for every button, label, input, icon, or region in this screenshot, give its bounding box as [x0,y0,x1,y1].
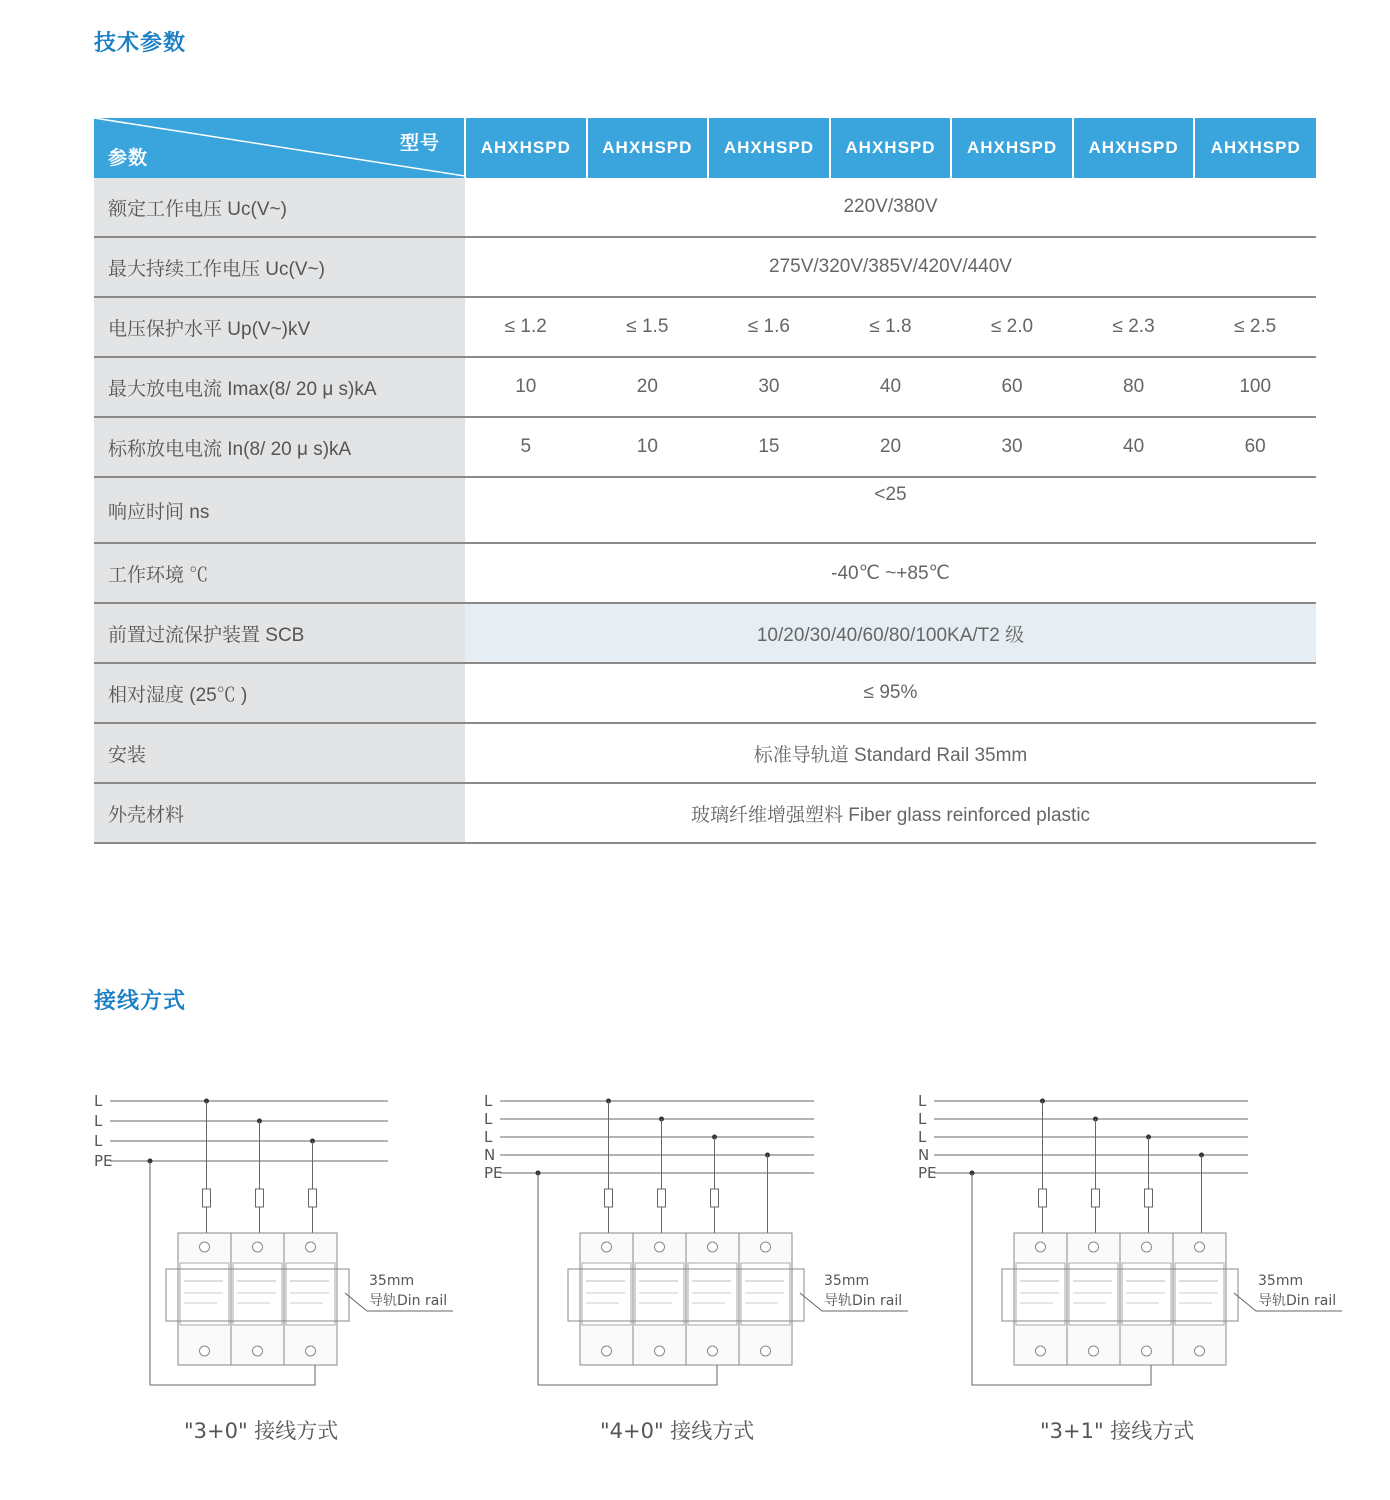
terminal-screw [1089,1242,1099,1252]
line-label: L [94,1112,103,1130]
table-row [94,178,1316,237]
row-value: ≤ 1.6 [708,297,830,357]
line-label: PE [918,1164,937,1182]
model-header: AHXHSPD [708,118,830,178]
row-value: ≤ 1.2 [465,297,587,357]
terminal-screw [306,1346,316,1356]
spec-table [94,118,1316,844]
model-header: AHXHSPD [465,118,587,178]
row-value: <25 [465,477,1316,543]
table-row [94,357,1316,417]
terminal-screw [1195,1346,1205,1356]
row-value: ≤ 1.5 [587,297,709,357]
terminal-screw [708,1346,718,1356]
line-label: L [918,1128,927,1146]
table-row [94,477,1316,543]
line-label: L [918,1092,927,1110]
line-label: L [484,1128,493,1146]
terminal-screw [253,1242,263,1252]
fuse [1145,1189,1153,1207]
row-label: 最大持续工作电压 Uc(V~) [94,237,465,297]
module-label-plate [233,1263,282,1325]
line-label: L [94,1092,103,1110]
fuse [711,1189,719,1207]
table-corner-cell [94,118,465,178]
module-label-plate [286,1263,335,1325]
row-label: 标称放电电流 In(8/ 20 μ s)kA [94,417,465,477]
row-label: 安装 [94,723,465,783]
wiring-diagram-3-0 [88,1085,458,1395]
table-row [94,297,1316,357]
fuse [658,1189,666,1207]
terminal-screw [306,1242,316,1252]
terminal-screw [655,1242,665,1252]
model-header: AHXHSPD [587,118,709,178]
wiring-diagram-4-0 [478,1085,918,1395]
module-label-plate [582,1263,631,1325]
row-label: 响应时间 ns [94,477,465,543]
terminal-screw [761,1346,771,1356]
row-value: 10 [587,417,709,477]
row-value: 20 [830,417,952,477]
fuse [605,1189,613,1207]
row-value: ≤ 95% [465,663,1316,723]
row-value: 玻璃纤维增强塑料 Fiber glass reinforced plastic [465,783,1316,843]
row-label: 工作环境 ℃ [94,543,465,603]
terminal-screw [253,1346,263,1356]
module-label-plate [635,1263,684,1325]
line-label: L [918,1110,927,1128]
rail-size-label: 35mm [1258,1273,1304,1289]
row-value: 40 [830,357,952,417]
row-value: 20 [587,357,709,417]
model-header: AHXHSPD [1194,118,1316,178]
row-label: 最大放电电流 Imax(8/ 20 μ s)kA [94,357,465,417]
line-label: N [484,1146,496,1164]
terminal-screw [761,1242,771,1252]
line-label: PE [94,1152,113,1170]
fuse [1092,1189,1100,1207]
fuse [256,1189,264,1207]
module-label-plate [1122,1263,1171,1325]
terminal-screw [708,1242,718,1252]
terminal-screw [602,1346,612,1356]
module-label-plate [1016,1263,1065,1325]
terminal-screw [1142,1242,1152,1252]
table-row [94,237,1316,297]
terminal-screw [200,1242,210,1252]
terminal-screw [200,1346,210,1356]
terminal-screw [1036,1242,1046,1252]
line-label: L [484,1110,493,1128]
fuse [1039,1189,1047,1207]
terminal-screw [1036,1346,1046,1356]
terminal-screw [602,1242,612,1252]
terminal-screw [655,1346,665,1356]
row-value: ≤ 1.8 [830,297,952,357]
model-header: AHXHSPD [1073,118,1195,178]
wiring-diagram-3-1 [912,1085,1352,1395]
row-label: 额定工作电压 Uc(V~) [94,178,465,237]
row-value: 5 [465,417,587,477]
section-title-tech-params: 技术参数 [94,31,187,56]
section-title-wiring: 接线方式 [94,989,187,1014]
terminal-screw [1195,1242,1205,1252]
module-label-plate [688,1263,737,1325]
module-label-plate [180,1263,229,1325]
row-value: 30 [951,417,1073,477]
row-value: ≤ 2.3 [1073,297,1195,357]
table-row [94,663,1316,723]
table-row [94,417,1316,477]
row-value: 标准导轨道 Standard Rail 35mm [465,723,1316,783]
row-value: ≤ 2.5 [1194,297,1316,357]
row-value: 40 [1073,417,1195,477]
row-value: 15 [708,417,830,477]
table-row [94,543,1316,603]
line-label: L [94,1132,103,1150]
row-value: 60 [951,357,1073,417]
table-header-row [94,118,1316,178]
corner-model-label: 型号 [399,133,440,154]
row-label: 电压保护水平 Up(V~)kV [94,297,465,357]
table-row [94,723,1316,783]
diagram-caption: "4+0" 接线方式 [600,1419,755,1443]
model-header: AHXHSPD [830,118,952,178]
line-label: L [484,1092,493,1110]
row-value: 30 [708,357,830,417]
corner-param-label: 参数 [108,148,149,169]
diagram-caption: "3+1" 接线方式 [1040,1419,1195,1443]
wiring-diagram-svg [478,1085,918,1395]
line-label: N [918,1146,930,1164]
row-value: 275V/320V/385V/420V/440V [465,237,1316,297]
wiring-diagram-svg [912,1085,1352,1395]
module-label-plate [1069,1263,1118,1325]
row-value: 10 [465,357,587,417]
row-label: 相对湿度 (25℃ ) [94,663,465,723]
row-value: 220V/380V [465,178,1316,237]
row-value: 60 [1194,417,1316,477]
row-value: 100 [1194,357,1316,417]
row-value: ≤ 2.0 [951,297,1073,357]
table-row [94,603,1316,663]
row-label: 前置过流保护装置 SCB [94,603,465,663]
line-label: PE [484,1164,503,1182]
rail-size-label: 35mm [369,1273,415,1289]
model-header: AHXHSPD [951,118,1073,178]
rail-size-label: 35mm [824,1273,870,1289]
terminal-screw [1142,1346,1152,1356]
row-value: -40℃ ~+85℃ [465,543,1316,603]
table-row [94,783,1316,843]
row-value: 10/20/30/40/60/80/100KA/T2 级 [465,603,1316,663]
terminal-screw [1089,1346,1099,1356]
rail-name-label: 导轨Din rail [1258,1293,1337,1309]
row-value: 80 [1073,357,1195,417]
fuse [309,1189,317,1207]
rail-name-label: 导轨Din rail [824,1293,903,1309]
module-label-plate [741,1263,790,1325]
module-label-plate [1175,1263,1224,1325]
diagram-caption: "3+0" 接线方式 [184,1419,339,1443]
fuse [203,1189,211,1207]
rail-name-label: 导轨Din rail [369,1293,448,1309]
row-label: 外壳材料 [94,783,465,843]
wiring-diagram-svg [88,1085,458,1395]
